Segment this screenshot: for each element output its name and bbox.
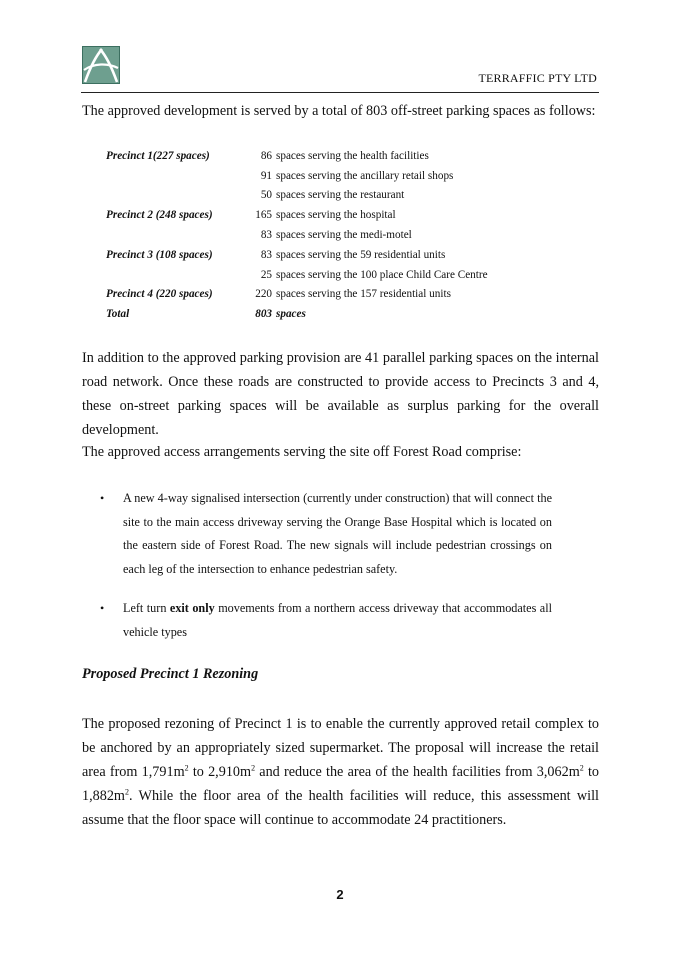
parking-table — [106, 146, 526, 324]
space-description: spaces serving the medi-motel — [276, 229, 412, 242]
space-count: 83 — [260, 248, 272, 261]
space-count: 25 — [260, 268, 272, 281]
table-row — [106, 166, 526, 186]
space-description: spaces serving the 59 residential units — [276, 248, 446, 261]
total-row — [106, 304, 526, 324]
list-item — [100, 597, 552, 644]
intro-text: The approved development is served by a total of 803 off-street parking spaces as follows: — [82, 103, 596, 119]
parallel-parking-paragraph: In addition to the approved parking provision are 41 parallel parking spaces on the internal road network. Once these roads are constructed to provide access to Precincts 3 and 4, these on-street parking spaces will be available as surplus parking for the overall development. — [82, 350, 599, 438]
bullet-text-start: Left turn — [123, 601, 170, 615]
section-heading: Proposed Precinct 1 Rezoning — [82, 666, 259, 682]
table-row — [106, 146, 526, 166]
list-item — [100, 487, 552, 581]
space-count: 83 — [260, 229, 272, 242]
precinct-label — [106, 225, 246, 245]
table-row — [106, 245, 526, 265]
header-rule — [81, 92, 599, 93]
superscript: 2 — [184, 763, 189, 773]
superscript: 2 — [124, 787, 129, 797]
space-description: spaces serving the health facilities — [276, 149, 429, 162]
company-logo — [82, 46, 120, 84]
company-name: TERRAFFIC PTY LTD — [478, 71, 597, 85]
bullet-icon: • — [100, 601, 105, 615]
access-intro-paragraph: The approved access arrangements serving the site off Forest Road comprise: — [82, 444, 522, 460]
text-segment: . While the floor area of the health facilities will reduce, this assessment will assume that the floor space will continue to accommodate 24 practitioners. — [82, 788, 599, 828]
page-number: 2 — [336, 887, 344, 902]
access-list-2 — [100, 597, 552, 644]
table-row — [106, 265, 526, 285]
space-count: 50 — [260, 189, 272, 202]
space-count: 220 — [255, 288, 272, 301]
table-row — [106, 285, 526, 305]
table-row — [106, 225, 526, 245]
space-description: spaces serving the 157 residential units — [276, 288, 451, 301]
bullet-icon: • — [100, 491, 105, 505]
total-label: Total — [106, 308, 130, 321]
precinct-label: Precinct 4 (220 spaces) — [106, 288, 213, 301]
table-row — [106, 205, 526, 225]
rezoning-paragraph — [82, 712, 599, 832]
precinct-label: Precinct 2 (248 spaces) — [106, 209, 213, 222]
space-count: 86 — [260, 149, 272, 162]
space-count: 165 — [255, 209, 272, 222]
text-segment: and reduce the area of the health facilities from 3,062m — [255, 764, 580, 780]
access-list-1 — [100, 487, 552, 581]
space-count: 91 — [260, 169, 272, 182]
superscript: 2 — [251, 763, 256, 773]
precinct-label: Precinct 3 (108 spaces) — [106, 248, 213, 261]
total-count: 803 — [255, 308, 272, 321]
precinct-label — [106, 166, 246, 186]
space-description: spaces serving the restaurant — [276, 189, 405, 202]
precinct-label — [106, 265, 246, 285]
table-row — [106, 186, 526, 206]
text-segment: to 1,882m — [82, 764, 600, 804]
superscript: 2 — [579, 763, 584, 773]
bullet-text-end: movements from a northern access driveway that accommodates all vehicle types — [123, 601, 552, 639]
total-unit: spaces — [276, 308, 306, 321]
bullet-text-bold: exit only — [169, 601, 215, 615]
text-segment: to 2,910m — [188, 764, 252, 780]
space-description: spaces serving the ancillary retail shops — [276, 169, 454, 182]
precinct-label — [106, 186, 246, 206]
precinct-label: Precinct 1(227 spaces) — [106, 149, 210, 162]
bullet-text: A new 4-way signalised intersection (currently under construction) that will connect the site to the main access driveway serving the Orange Base Hospital which is located on the eastern side of Forest Road. The new signals will include pedestrian crossings on each leg of the intersection to enhance pedestrian safety. — [123, 491, 552, 576]
space-description: spaces serving the 100 place Child Care Centre — [276, 268, 488, 281]
space-description: spaces serving the hospital — [276, 209, 396, 222]
text-segment: The proposed rezoning of Precinct 1 is to enable the currently approved retail complex to be anchored by an appropriately sized supermarket. The proposal will increase the retail area from 1,791m — [82, 716, 599, 780]
